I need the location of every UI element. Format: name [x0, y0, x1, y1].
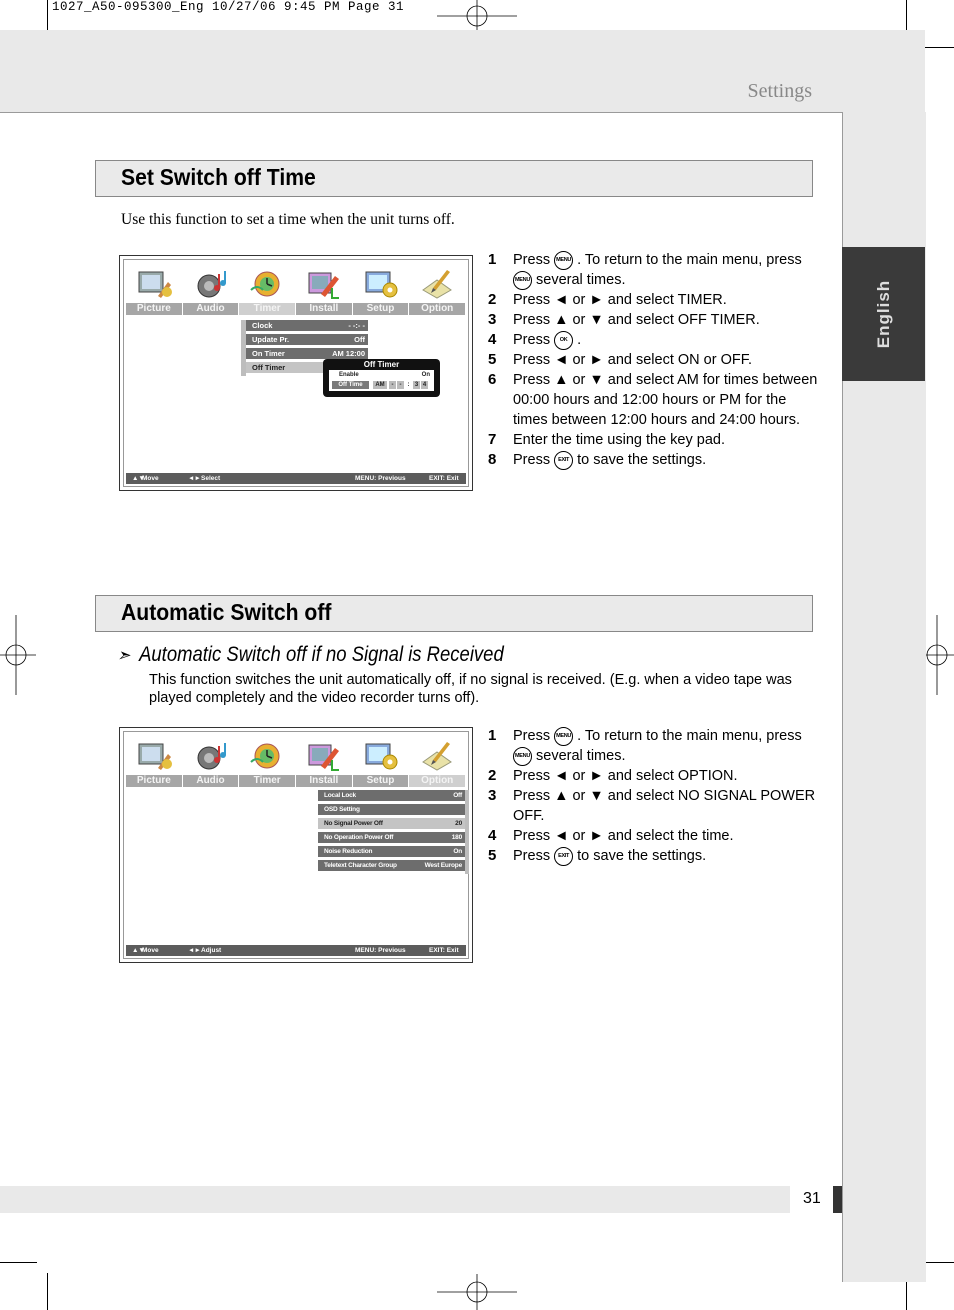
description-paragraph: This function switches the unit automatically off, if no signal is received. (E.g. when a video tape was played completely and the video recorder turns off).: [149, 672, 792, 706]
instruction-step: [488, 350, 818, 370]
step-number: 6: [488, 371, 497, 388]
crop-mark: [0, 1262, 37, 1263]
time-digits: [389, 381, 429, 389]
subheading: [117, 643, 504, 667]
step-text: Press ▲ or ▼ and select OFF TIMER.: [513, 312, 760, 328]
osd-row-value: - -:- -: [348, 321, 365, 330]
off-time-label: Off Time: [332, 381, 369, 389]
step-text: Press ◄ or ► and select ON or OFF.: [513, 352, 753, 368]
time-digit: 3: [414, 382, 419, 388]
osd-footer: [126, 473, 466, 484]
option-icon: [419, 738, 455, 772]
step-number: 1: [488, 251, 497, 268]
step-number: 5: [488, 847, 497, 864]
osd-row-label: Update Pr.: [252, 335, 290, 344]
time-digit: -: [389, 381, 396, 389]
osd-tab-setup[interactable]: [353, 262, 409, 315]
step-text: Press ▲ or ▼ and select AM for times between 00:00 hours and 12:00 hours or PM for the times between 12:00 hours and 24:00 hours.: [513, 372, 818, 428]
step-number: 2: [488, 767, 497, 784]
osd-tab-label: Audio: [183, 775, 239, 787]
page-marker: [833, 1186, 842, 1213]
page-number: 31: [803, 1190, 821, 1207]
step-number: 4: [488, 331, 497, 348]
osd-row-label: Noise Reduction: [324, 848, 373, 855]
osd-row-label: On Timer: [252, 349, 285, 358]
osd-tab-label: Timer: [239, 303, 295, 315]
section-heading-2: [95, 595, 813, 632]
osd-menu-row[interactable]: [318, 804, 465, 815]
osd-tab-label: Option: [409, 775, 465, 787]
osd-tab-label: Setup: [353, 775, 409, 787]
time-digit: 4: [422, 382, 427, 388]
osd-row-label: Local Lock: [324, 792, 356, 799]
step-text: to save the settings.: [577, 452, 707, 468]
instruction-step: [488, 726, 818, 766]
footer-exit: EXIT: Exit: [429, 947, 459, 954]
remote-key-icon: EXIT: [554, 451, 573, 470]
step-number: 2: [488, 291, 497, 308]
language-tab: [842, 247, 925, 381]
step-text: Press ◄ or ► and select TIMER.: [513, 292, 727, 308]
instruction-step: [488, 846, 818, 866]
osd-tab-setup[interactable]: [353, 734, 409, 787]
registration-mark-bottom: [437, 1274, 517, 1310]
install-icon: [306, 266, 342, 300]
step-number: 5: [488, 351, 497, 368]
step-text: Press ◄ or ► and select OPTION.: [513, 768, 738, 784]
step-text: Press: [513, 252, 551, 268]
remote-key-icon: EXIT: [554, 847, 573, 866]
off-timer-popup: [323, 359, 440, 397]
osd-tab-label: Picture: [126, 775, 182, 787]
instruction-step: [488, 430, 818, 450]
step-text: Press: [513, 332, 551, 348]
enable-value: On: [421, 372, 430, 378]
osd-row-label: OSD Setting: [324, 806, 360, 813]
instruction-step: [488, 786, 818, 826]
osd-screen-option: [119, 727, 473, 963]
osd-row-value: On: [453, 848, 462, 855]
osd-row-label: Clock: [252, 321, 273, 330]
enable-label: Enable: [339, 372, 359, 378]
audio-icon: [193, 738, 229, 772]
ampm-field: AM: [373, 381, 387, 389]
picture-icon: [136, 266, 172, 300]
osd-row-value: Off: [354, 335, 365, 344]
picture-icon: [136, 738, 172, 772]
osd-menu-row[interactable]: [246, 320, 368, 331]
registration-mark-left: [0, 615, 36, 695]
osd-tab-label: Setup: [353, 303, 409, 315]
instruction-step: [488, 250, 818, 290]
footer-select: Select: [201, 475, 221, 482]
step-text: Press ▲ or ▼ and select NO SIGNAL POWER OFF.: [513, 788, 816, 824]
setup-icon: [363, 266, 399, 300]
footer-exit: EXIT: Exit: [429, 475, 459, 482]
osd-frame: [123, 731, 469, 959]
instruction-step: [488, 370, 818, 430]
osd-tab-install[interactable]: [296, 734, 352, 787]
option-icon: [419, 266, 455, 300]
footer-move: Move: [142, 475, 159, 482]
instruction-step: [488, 450, 818, 470]
osd-row-value: 180: [451, 834, 462, 841]
osd-menu-row[interactable]: [246, 334, 368, 345]
osd-tab-label: Timer: [239, 775, 295, 787]
timer-icon: [249, 266, 285, 300]
step-text: several times.: [536, 272, 626, 288]
arrow-icon: ➣: [117, 645, 131, 665]
osd-menu-row[interactable]: [318, 790, 465, 801]
time-digit: :: [407, 382, 410, 388]
osd-menu-row[interactable]: [318, 846, 465, 857]
osd-tab-option[interactable]: [409, 262, 465, 315]
timer-icon: [249, 738, 285, 772]
step-text: to save the settings.: [577, 848, 707, 864]
subheading-text: Automatic Switch off if no Signal is Received: [139, 643, 504, 666]
osd-frame: [123, 259, 469, 487]
remote-key-icon: OK: [554, 331, 573, 350]
osd-menu-row[interactable]: [246, 348, 368, 359]
osd-tab-option[interactable]: [409, 734, 465, 787]
step-number: 7: [488, 431, 497, 448]
remote-key-icon: MENU: [554, 727, 573, 746]
osd-row-value: West Europe: [424, 862, 462, 869]
step-number: 1: [488, 727, 497, 744]
osd-tab-label: Picture: [126, 303, 182, 315]
step-text: several times.: [536, 748, 626, 764]
osd-tab-label: Option: [409, 303, 465, 315]
updown-icon: ▲▼: [132, 947, 145, 954]
crop-mark: [47, 1273, 48, 1310]
steps-list-1: [488, 250, 818, 470]
section-title: Automatic Switch off: [121, 599, 332, 625]
remote-key-icon: MENU: [513, 271, 532, 290]
osd-row-value: 20: [455, 820, 462, 827]
osd-tab-label: Install: [296, 303, 352, 315]
footer-adjust: Adjust: [201, 947, 222, 954]
instruction-step: [488, 330, 818, 350]
step-number: 4: [488, 827, 497, 844]
osd-option-menu: [318, 790, 469, 874]
intro-text: Use this function to set a time when the unit turns off.: [121, 211, 455, 228]
step-number: 8: [488, 451, 497, 468]
setup-icon: [363, 738, 399, 772]
osd-tab-label: Install: [296, 775, 352, 787]
osd-tab-bar: [126, 734, 466, 787]
step-text: . To return to the main menu, press: [577, 252, 802, 268]
updown-icon: ▲▼: [132, 475, 145, 482]
osd-tab-label: Audio: [183, 303, 239, 315]
step-number: 3: [488, 787, 497, 804]
footer-band: [0, 1186, 790, 1213]
osd-tab-install[interactable]: [296, 262, 352, 315]
step-text: Press: [513, 452, 551, 468]
step-text: Press: [513, 848, 551, 864]
osd-tab-picture[interactable]: [126, 262, 182, 315]
instruction-step: [488, 766, 818, 786]
step-text: . To return to the main menu, press: [577, 728, 802, 744]
language-tab-label: English: [873, 279, 893, 349]
osd-tab-timer[interactable]: [239, 262, 295, 315]
print-slug: 1027_A50-095300_Eng 10/27/06 9:45 PM Page 31: [52, 0, 405, 14]
osd-tab-audio[interactable]: [183, 734, 239, 787]
remote-key-icon: MENU: [554, 251, 573, 270]
leftright-icon: ◄►: [188, 475, 201, 482]
remote-key-icon: MENU: [513, 747, 532, 766]
install-icon: [306, 738, 342, 772]
osd-tab-audio[interactable]: [183, 262, 239, 315]
section-title: Set Switch off Time: [121, 164, 316, 190]
section-label: Settings: [747, 80, 812, 102]
osd-tab-picture[interactable]: [126, 734, 182, 787]
step-number: 3: [488, 311, 497, 328]
osd-tab-timer[interactable]: [239, 734, 295, 787]
step-text: Press ◄ or ► and select the time.: [513, 828, 734, 844]
osd-menu-row[interactable]: [318, 832, 465, 843]
instruction-step: [488, 310, 818, 330]
osd-row-value: AM 12:00: [332, 349, 365, 358]
time-digit: -: [397, 381, 404, 389]
osd-row-value: Off: [453, 792, 462, 799]
popup-title: Off Timer: [363, 360, 400, 369]
popup-body: [329, 370, 434, 391]
footer-menu: MENU: Previous: [355, 475, 406, 482]
osd-footer: [126, 945, 466, 956]
osd-menu-row[interactable]: [318, 860, 465, 871]
osd-tab-bar: [126, 262, 466, 315]
osd-row-label: Off Timer: [252, 363, 286, 372]
steps-list-2: [488, 726, 818, 866]
osd-screen-timer: [119, 255, 473, 491]
step-text: Press: [513, 728, 551, 744]
instruction-step: [488, 290, 818, 310]
footer-menu: MENU: Previous: [355, 947, 406, 954]
section-heading-1: [95, 160, 813, 197]
footer-move: Move: [142, 947, 159, 954]
leftright-icon: ◄►: [188, 947, 201, 954]
instruction-step: [488, 826, 818, 846]
step-text: .: [577, 332, 582, 348]
osd-row-label: No Signal Power Off: [324, 820, 383, 827]
osd-row-label: Teletext Character Group: [324, 862, 397, 869]
step-text: Enter the time using the key pad.: [513, 432, 725, 448]
osd-menu-row[interactable]: [318, 818, 465, 829]
osd-row-label: No Operation Power Off: [324, 834, 394, 841]
audio-icon: [193, 266, 229, 300]
